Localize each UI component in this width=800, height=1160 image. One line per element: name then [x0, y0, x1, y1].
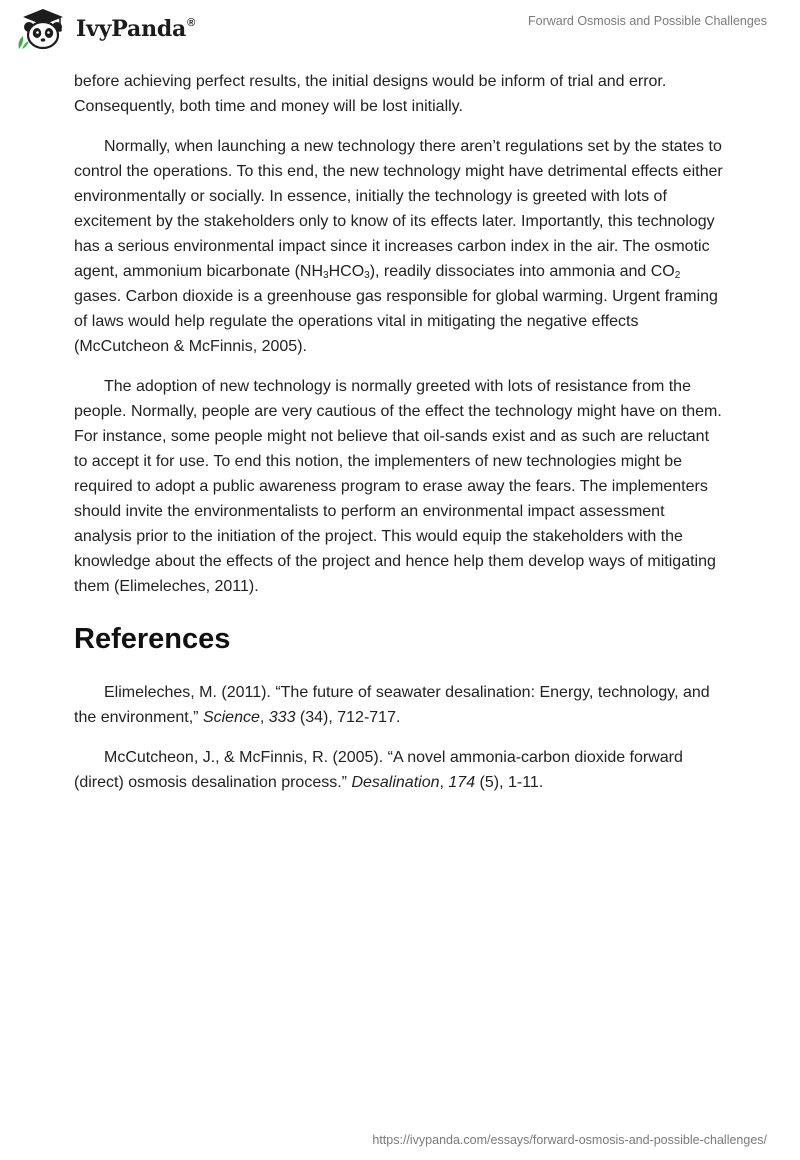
paragraph-adoption: The adoption of new technology is normally greeted with lots of resistance from the people. Normally, people are very cautious of the effect the technology might have on them. For instance, some people might not believe that oil-sands exist and as such are reluctant to accept it for use. To end this notion, the implementers of new technologies might be required to adopt a public awareness program to erase away the fears. The implementers should invite the environmentalists to perform an environmental impact assessment analysis prior to the initiation of the project. This would equip the stakeholders with the knowledge about the effects of the project and hence help them develop ways of mitigating them (Elimeleches, 2011).: [74, 378, 722, 595]
essay-body: [74, 69, 724, 795]
panda-mascot-icon: [14, 8, 72, 50]
source-url[interactable]: https://ivypanda.com/essays/forward-osmosis-and-possible-challenges/: [372, 1133, 767, 1147]
brand-name: IvyPanda®: [76, 16, 196, 42]
reference-item: McCutcheon, J., & McFinnis, R. (2005). “A novel ammonia-carbon dioxide forward (direct) osmosis desalination process.” Desalination, 174 (5), 1-11.: [74, 749, 683, 791]
paragraph-regulations: Normally, when launching a new technology there aren’t regulations set by the states to control the operations. To this end, the new technology might have detrimental effects either environmentally or socially. In essence, initially the technology is greeted with lots of excitement by the stakeholders only to know of its effects later. Importantly, this technology has a serious environmental impact since it increases carbon index in the air. The osmotic agent, ammonium bicarbonate $(NH_3HCO_3)$, readily dissociates into ammonia and $CO_2$ gases. Carbon dioxide is a greenhouse gas responsible for global warming. Urgent framing of laws would help regulate the operations vital in mitigating the negative effects (McCutcheon & McFinnis, 2005).: [74, 138, 723, 355]
registered-mark: ®: [187, 17, 196, 29]
reference-item: Elimeleches, M. (2011). “The future of seawater desalination: Energy, technology, and the environment,” Science, 333 (34), 712-717.: [74, 684, 710, 726]
references-heading: References: [74, 623, 231, 655]
document-title: Forward Osmosis and Possible Challenges: [528, 14, 767, 28]
page-header: [0, 0, 800, 70]
paragraph-continuation: before achieving perfect results, the initial designs would be inform of trial and error. Consequently, both time and money will be lost initially.: [74, 73, 667, 115]
ivypanda-logo[interactable]: [14, 8, 195, 50]
